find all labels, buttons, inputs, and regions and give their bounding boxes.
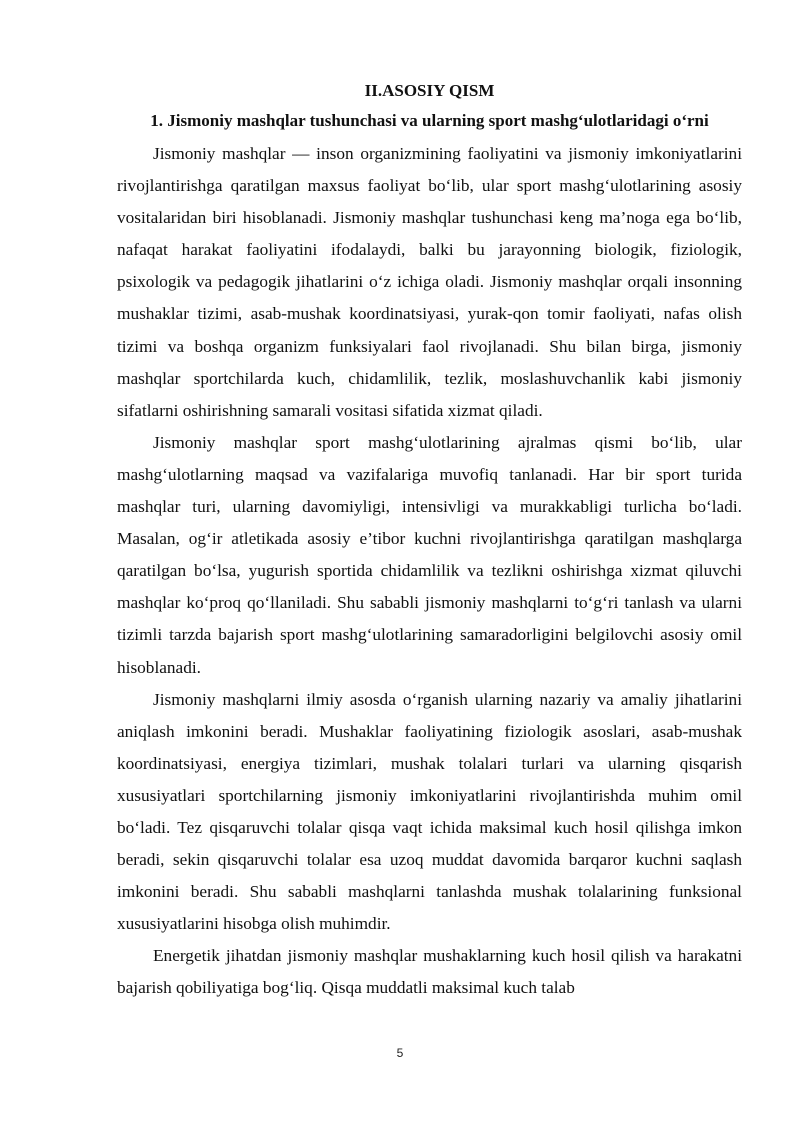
paragraph-4: Energetik jihatdan jismoniy mashqlar mushaklarning kuch hosil qilish va harakatni bajarish qobiliyatiga bog‘liq. Qisqa muddatli maksimal kuch talab (117, 946, 742, 998)
subsection-title: 1. Jismoniy mashqlar tushunchasi va ularning sport mashg‘ulotlaridagi o‘rni (150, 111, 709, 130)
page-number: 5 (396, 1046, 404, 1060)
paragraph-1: Jismoniy mashqlar — inson organizmining faoliyatini va jismoniy imkoniyatlarini rivojlantirishga qaratilgan maxsus faoliyat bo‘lib, ular sport mashg‘ulotlarining asosiy vositalaridan biri hisoblanadi. Jismoniy mashqlar tushunchasi keng ma’noga ega bo‘lib, nafaqat harakat faoliyatini ifodalaydi, balki bu jarayonning biologik, fiziologik, psixologik va pedagogik jihatlarini o‘z ichiga oladi. Jismoniy mashqlar orqali insonning mushaklar tizimi, asab-mushak koordinatsiyasi, yurak-qon tomir faoliyati, nafas olish tizimi va boshqa organizm funksiyalari faol rivojlanadi. Shu bilan birga, jismoniy mashqlar sportchilarda kuch, chidamlilik, tezlik, moslashuvchanlik kabi jismoniy sifatlarni oshirishning samarali vositasi sifatida xizmat qiladi. (117, 144, 742, 420)
paragraph-2: Jismoniy mashqlar sport mashg‘ulotlarining ajralmas qismi bo‘lib, ular mashg‘ulotlarning maqsad va vazifalariga muvofiq tanlanadi. Har bir sport turida mashqlar turi, ularning davomiyligi, intensivligi va murakkabligi turlicha bo‘ladi. Masalan, og‘ir atletikada asosiy e’tibor kuchni rivojlantirishga qaratilgan mashqlarga qaratilgan bo‘lsa, yugurish sportida chidamlilik va tezlikni oshirishga xizmat qiluvchi mashqlar ko‘proq qo‘llaniladi. Shu sababli jismoniy mashqlarni to‘g‘ri tanlash va ularni tizimli tarzda bajarish sport mashg‘ulotlarining samaradorligini belgilovchi asosiy omil hisoblanadi. (117, 432, 742, 677)
section-title: II.ASOSIY QISM (364, 81, 495, 100)
paragraph-3: Jismoniy mashqlarni ilmiy asosda o‘rganish ularning nazariy va amaliy jihatlarini aniqlash imkonini beradi. Mushaklar faoliyatining fiziologik asoslari, asab-mushak koordinatsiyasi, energiya tizimlari, mushak tolalari turlari va ularning qisqarish xususiyatlari sportchilarning jismoniy imkoniyatlarini rivojlantirishda muhim omil bo‘ladi. Tez qisqaruvchi tolalar qisqa vaqt ichida maksimal kuch hosil qilishga imkon beradi, sekin qisqaruvchi tolalar esa uzoq muddat davomida barqaror kuchni saqlash imkonini beradi. Shu sababli mashqlarni tanlashda mushak tolalarining funksional xususiyatlarini hisobga olish muhimdir. (117, 689, 742, 934)
page-body (117, 76, 742, 1005)
